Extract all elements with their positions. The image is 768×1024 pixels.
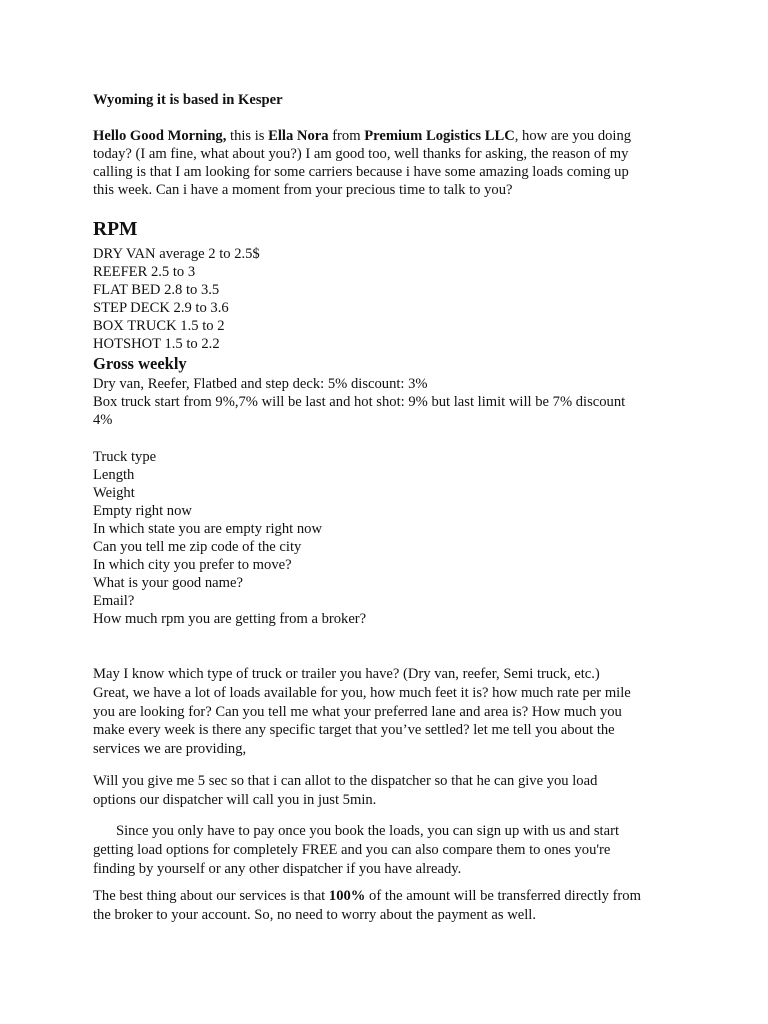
percent-highlight: 100%	[328, 888, 366, 904]
question-item: Truck type	[93, 449, 157, 465]
transfer-line-2: the broker to your account. So, no need to worry about the payment as well.	[93, 907, 536, 923]
question-item: Weight	[93, 485, 135, 501]
rpm-item: HOTSHOT 1.5 to 2.2	[93, 336, 220, 352]
question-item: What is your good name?	[93, 575, 243, 591]
gross-line-1: Dry van, Reefer, Flatbed and step deck: 5% discount: 3%	[93, 376, 428, 392]
truck-para-line: Great, we have a lot of loads available for you, how much feet it is? how much rate per mile	[93, 684, 631, 701]
rpm-item: REEFER 2.5 to 3	[93, 264, 196, 280]
truck-para-line: May I know which type of truck or trailer you have? (Dry van, reefer, Semi truck, etc.)	[93, 666, 600, 682]
payment-para-line: getting load options for completely FREE and you can also compare them to ones you're	[93, 842, 611, 858]
payment-paragraph	[93, 822, 678, 879]
truck-para-line: you are looking for? Can you tell me what your preferred lane and area is? How much you	[93, 703, 622, 720]
intro-line-3: calling is that I am looking for some carriers because i have some amazing loads coming up	[93, 164, 629, 180]
question-item: How much rpm you are getting from a broker?	[93, 611, 367, 627]
gross-weekly-heading: Gross weekly	[93, 354, 187, 373]
transfer-text-a: The best thing about our services is that	[93, 888, 329, 904]
transfer-line-1	[93, 887, 678, 906]
location-heading	[93, 91, 678, 109]
location-heading-text: Wyoming it is based in Kesper	[93, 92, 283, 108]
intro-line-1	[93, 127, 678, 145]
question-item: Empty right now	[93, 503, 192, 519]
greeting-text: Hello Good Morning,	[93, 128, 227, 144]
dispatch-para-line: Will you give me 5 sec so that i can allot to the dispatcher so that he can give you load	[93, 773, 598, 789]
dispatch-paragraph	[93, 772, 678, 810]
gross-line-2: Box truck start from 9%,7% will be last and hot shot: 9% but last limit will be 7% discount	[93, 394, 626, 410]
rpm-item: DRY VAN average 2 to 2.5$	[93, 246, 260, 262]
payment-para-line: Since you only have to pay once you book the loads, you can sign up with us and start	[116, 823, 619, 839]
question-item: Can you tell me zip code of the city	[93, 539, 302, 555]
transfer-paragraph	[93, 887, 678, 925]
intro-text-3: , how are you doing	[514, 128, 632, 144]
question-item: Length	[93, 467, 135, 483]
question-item: In which city you prefer to move?	[93, 557, 292, 573]
intro-line-2: today? (I am fine, what about you?) I am good too, well thanks for asking, the reason of my	[93, 146, 629, 162]
rpm-heading: RPM	[93, 219, 138, 240]
rpm-list	[93, 245, 678, 353]
intro-text-1: this is	[226, 128, 269, 144]
gross-line-3: 4%	[93, 412, 113, 428]
gross-weekly-text	[93, 375, 678, 429]
truck-type-paragraph	[93, 665, 678, 759]
payment-para-line: finding by yourself or any other dispatcher if you have already.	[93, 861, 462, 877]
intro-paragraph	[93, 127, 678, 199]
caller-name: Ella Nora	[268, 128, 329, 144]
intro-line-4: this week. Can i have a moment from your precious time to talk to you?	[93, 182, 513, 198]
question-item: In which state you are empty right now	[93, 521, 322, 537]
rpm-item: STEP DECK 2.9 to 3.6	[93, 300, 229, 316]
intro-text-2: from	[328, 128, 365, 144]
question-list	[93, 448, 678, 628]
truck-para-line: make every week is there any specific target that you’ve settled? let me tell you about the	[93, 722, 615, 739]
company-name: Premium Logistics LLC	[364, 128, 515, 144]
question-item: Email?	[93, 593, 135, 609]
transfer-text-b: of the amount will be transferred directly from	[365, 888, 641, 904]
dispatch-para-line: options our dispatcher will call you in just 5min.	[93, 792, 377, 808]
truck-para-line: services we are providing,	[93, 741, 247, 758]
rpm-item: FLAT BED 2.8 to 3.5	[93, 282, 220, 298]
rpm-item: BOX TRUCK 1.5 to 2	[93, 318, 225, 334]
